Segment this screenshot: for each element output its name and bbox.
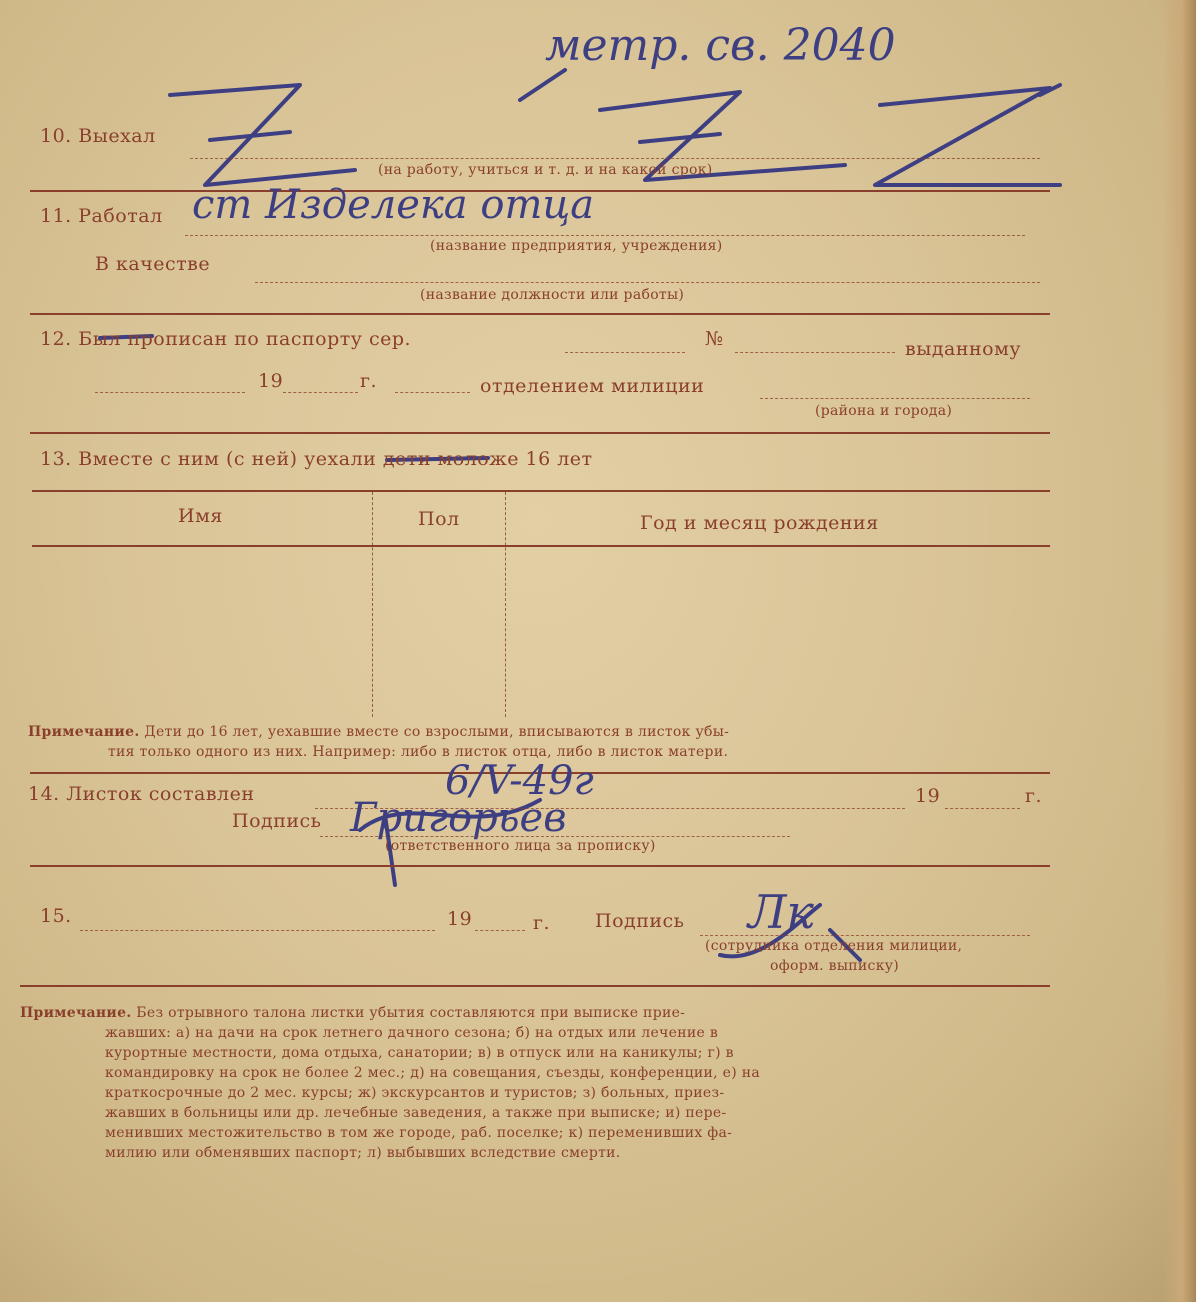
field-14-year-line bbox=[945, 808, 1020, 809]
field-14-signature-label: Подпись bbox=[232, 810, 322, 832]
field-15-signature-line bbox=[700, 935, 1030, 936]
table-divider-2 bbox=[505, 492, 506, 717]
table-header-rule bbox=[32, 545, 1050, 547]
note-1-title: Примечание. bbox=[28, 724, 140, 740]
field-11-line bbox=[185, 235, 1025, 236]
field-12-label: 12. Был прописан по паспорту сер. bbox=[40, 328, 412, 350]
field-12-number-line bbox=[735, 352, 895, 353]
note-1 bbox=[28, 722, 729, 742]
separator-12 bbox=[30, 432, 1050, 434]
table-header-birth: Год и месяц рождения bbox=[640, 512, 879, 534]
field-15-year-line bbox=[475, 930, 525, 931]
field-12-g: г. bbox=[360, 370, 377, 392]
field-11-label: 11. Работал bbox=[40, 205, 163, 227]
field-12-number-label: № bbox=[705, 328, 724, 350]
field-15-hint-1: (сотрудника отделения милиции, bbox=[705, 938, 963, 954]
field-11-as-label: В качестве bbox=[95, 253, 211, 275]
note-2-line-6: жавших в больницы или др. лечебные заведения, а также при выписке; и) пере- bbox=[105, 1105, 727, 1121]
field-12-year: 19 bbox=[258, 370, 284, 392]
handwritten-workplace: ст Изделека отца bbox=[192, 182, 595, 228]
handwritten-date: 6/V-49г bbox=[445, 758, 594, 804]
note-2-line-5: краткосрочные до 2 мес. курсы; ж) экскурсантов и туристов; з) больных, приез- bbox=[105, 1085, 725, 1101]
field-11-as-hint: (название должности или работы) bbox=[420, 287, 685, 303]
field-15-hint-2: оформ. выписку) bbox=[770, 958, 900, 974]
field-12-department: отделением милиции bbox=[480, 375, 705, 397]
field-11-as-line bbox=[255, 282, 1040, 283]
field-12-series-line bbox=[565, 352, 685, 353]
field-15-date-line bbox=[80, 930, 435, 931]
field-10-hint: (на работу, учиться и т. д. и на какой срок) bbox=[378, 162, 713, 178]
field-12-g-line bbox=[395, 392, 470, 393]
handwritten-signature: Григорьев bbox=[350, 795, 567, 841]
table-top-rule bbox=[32, 490, 1050, 492]
note-2-line-4: командировку на срок не более 2 мес.; д) на совещания, съезды, конференции, е) на bbox=[105, 1065, 761, 1081]
field-10-label: 10. Выехал bbox=[40, 125, 156, 147]
handwritten-top-note: метр. св. 2040 bbox=[545, 20, 896, 71]
handwritten-officer-signature: Лк bbox=[748, 885, 814, 939]
field-12-department-line bbox=[760, 398, 1030, 399]
field-11-hint: (название предприятия, учреждения) bbox=[430, 238, 723, 254]
note-1-line-1: Дети до 16 лет, уехавшие вместе со взрослыми, вписываются в листок убы- bbox=[144, 724, 730, 740]
note-2-line-7: менивших местожительство в том же городе, раб. поселке; к) переменивших фа- bbox=[105, 1125, 733, 1141]
z-mark-1 bbox=[170, 85, 355, 185]
field-14-g: г. bbox=[1025, 785, 1042, 807]
field-14-signature-line bbox=[320, 836, 790, 837]
separator-15 bbox=[20, 985, 1050, 987]
field-15-g: г. bbox=[533, 912, 550, 934]
table-header-name: Имя bbox=[178, 505, 223, 527]
z-mark-3 bbox=[875, 85, 1060, 185]
field-12-issued: выданному bbox=[905, 338, 1022, 360]
separator-14 bbox=[30, 865, 1050, 867]
field-12-year-line bbox=[283, 392, 358, 393]
field-14-year: 19 bbox=[915, 785, 941, 807]
field-15-label: 15. bbox=[40, 905, 72, 927]
field-13-label: 13. Вместе с ним (с ней) уехали дети моложе 16 лет bbox=[40, 448, 593, 470]
note-2-title: Примечание. bbox=[20, 1005, 132, 1021]
field-12-hint: (района и города) bbox=[815, 403, 953, 419]
note-2-line-8: милию или обменявших паспорт; л) выбывших вследствие смерти. bbox=[105, 1145, 621, 1161]
table-divider-1 bbox=[372, 492, 373, 717]
table-header-sex: Пол bbox=[418, 508, 460, 530]
field-15-year: 19 bbox=[447, 908, 473, 930]
note-1-line-2: тия только одного из них. Например: либо в листок отца, либо в листок матери. bbox=[108, 744, 729, 760]
note-2-line-3: курортные местности, дома отдыха, санатории; в) в отпуск или на каникулы; г) в bbox=[105, 1045, 734, 1061]
note-2-line-2: жавших: а) на дачи на срок летнего дачного сезона; б) на отдых или лечение в bbox=[105, 1025, 719, 1041]
separator-11 bbox=[30, 313, 1050, 315]
field-14-label: 14. Листок составлен bbox=[28, 783, 255, 805]
field-10-line bbox=[190, 158, 1040, 159]
field-14-hint: (ответственного лица за прописку) bbox=[385, 838, 656, 854]
field-15-signature-label: Подпись bbox=[595, 910, 685, 932]
field-12-date-line bbox=[95, 392, 245, 393]
note-2-line-1: Без отрывного талона листки убытия составляются при выписке прие- bbox=[136, 1005, 686, 1021]
note-2-line-1-block bbox=[20, 1003, 685, 1023]
note-1-line-2-block bbox=[108, 742, 728, 762]
